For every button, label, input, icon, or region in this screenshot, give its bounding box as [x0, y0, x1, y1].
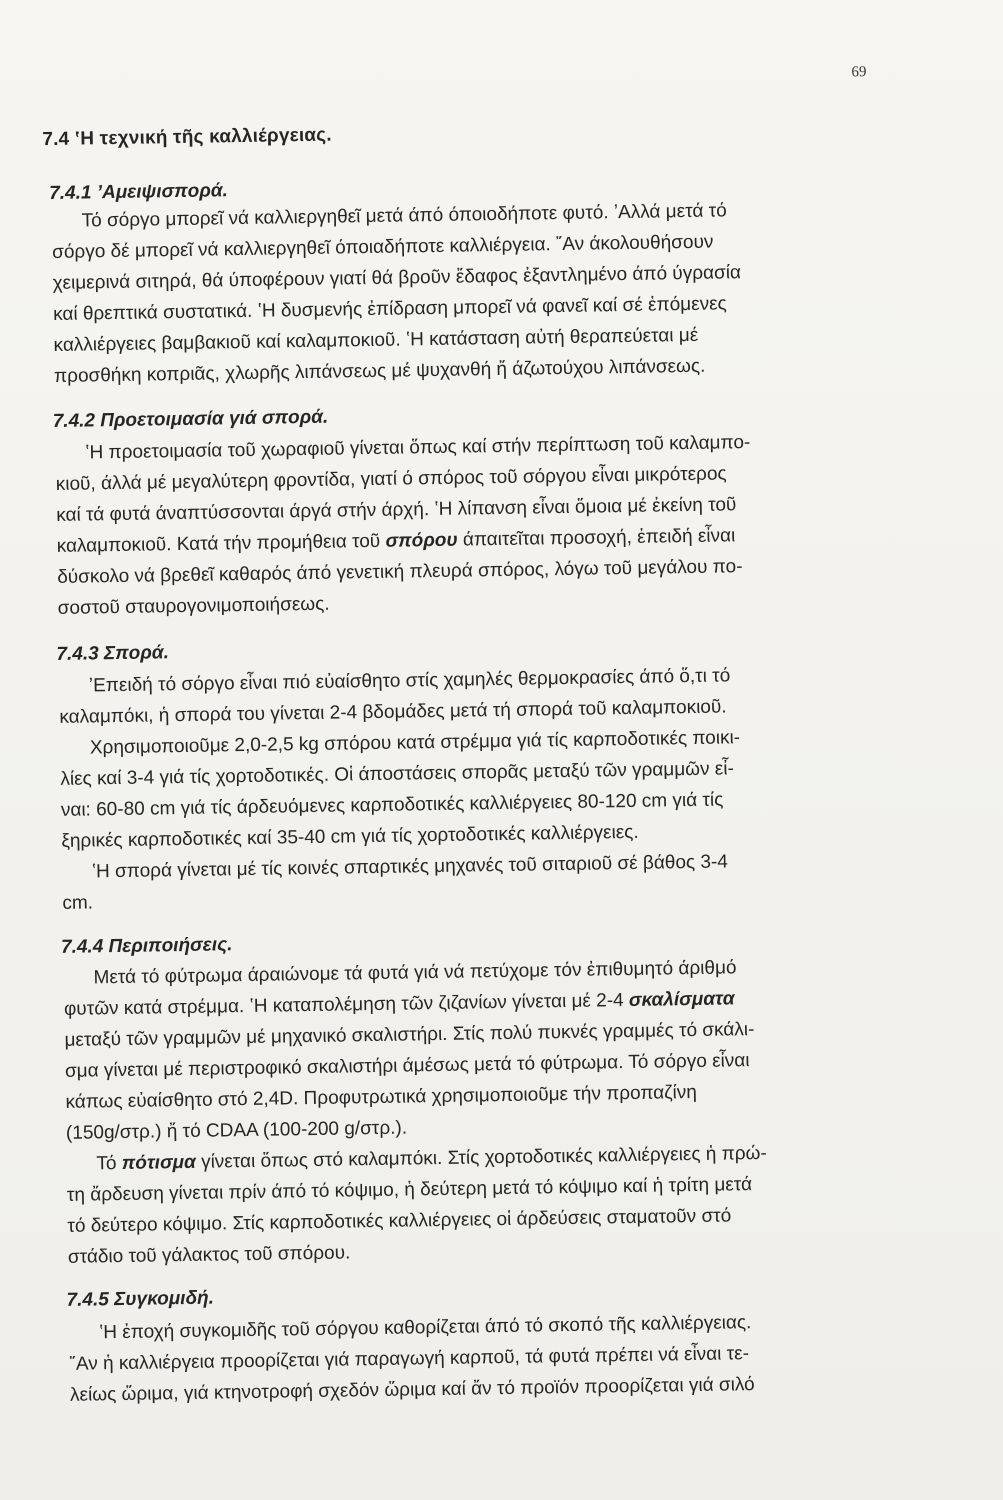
text-line: χειμερινά σιτηρά, θά ύποφέρουν γιατί θά βροῦν ἔδαφος ἐξαντλημένο άπό ύγρασία: [52, 262, 742, 294]
text-line: λείως ὥριμα, γιά κτηνοτροφή σχεδόν ὥριμα καί ἄν τό προϊόν προορίζεται γιά σιλό: [69, 1374, 755, 1406]
text-line: Χρησιμοποιοῦμε 2,0-2,5 kg σπόρου κατά στρέμμα γιά τίς καρποδοτικές ποικι-: [89, 727, 741, 759]
section-title-care: 7.4.4 Περιποιήσεις.: [60, 934, 233, 958]
text-line: κάπως εὐαίσθητο στό 2,4D. Προφυτρωτικά χρησιμοποιοῦμε τήν προπαζίνη: [65, 1081, 698, 1113]
text-line: ʽΗ ἐποχή συγκομιδῆς τοῦ σόργου καθορίζεται άπό τό σκοπό τῆς καλλιέργειας.: [98, 1312, 752, 1344]
text-line: σοστοῦ σταυρογονιμοποιήσεως.: [57, 593, 330, 619]
text-line: Τό σόργο μπορεῖ νά καλλιεργηθεῖ μετά άπό όποιοδήποτε φυτό. ʼΑλλά μετά τό: [81, 200, 727, 232]
text-line: τη ἄρδευση γίνεται πρίν άπό τό κόψιμο, ἡ δεύτερη μετά τό κόψιμο καί ἡ τρίτη μετά: [66, 1174, 753, 1206]
section-title-preparation: 7.4.2 Προετοιμασία γιά σπορά.: [52, 406, 329, 432]
text-line: σόργο δέ μπορεῖ νά καλλιεργηθεῖ όποιαδήποτε καλλιέργεια. ῎Αν άκολουθήσουν: [51, 231, 714, 263]
text-line: [57, 525, 736, 558]
text-line: ʽΗ σπορά γίνεται μέ τίς κοινές σπαρτικές μηχανές τοῦ σιταριοῦ σέ βάθος 3-4: [91, 851, 729, 883]
text-line: Μετά τό φύτρωμα άραιώνομε τά φυτά γιά νά πετύχομε τόν ἐπιθυμητό άριθμό: [93, 957, 737, 989]
text-line: cm.: [62, 892, 94, 914]
text-run: άπαιτεῖται προσοχή, ἐπειδή εἶναι: [457, 525, 736, 551]
bold-term-hoeings: σκαλίσματα: [628, 988, 735, 1012]
text-line: σμα γίνεται μέ περιστροφικό σκαλιστήρι άμέσως μετά τό φύτρωμα. Τό σόργο εἶναι: [64, 1050, 750, 1082]
text-line: προσθήκη κοπριᾶς, χλωρῆς λιπάνσεως μέ ψυχανθή ἤ άζωτούχου λιπάνσεως.: [53, 355, 706, 387]
section-title-crop-rotation: 7.4.1 ʼΑμειψισπορά.: [49, 180, 228, 205]
text-line: [64, 988, 735, 1021]
page-number: 69: [851, 64, 867, 81]
text-line: καί θρεπτικά συστατικά. ʽΗ δυσμενής ἐπίδραση μπορεῖ νά φανεῖ καί σέ ἑπόμενες: [52, 293, 727, 325]
bold-term-seed: σπόρου: [385, 529, 458, 552]
text-line: τό δεύτερο κόψιμο. Στίς καρποδοτικές καλλιέργειες οἱ άρδεύσεις σταματοῦν στό: [67, 1205, 732, 1237]
chapter-heading: 7.4 ʽΗ τεχνική τῆς καλλιέργειας.: [42, 124, 332, 151]
text-line: ῎Αν ἡ καλλιέργεια προορίζεται γιά παραγωγή καρποῦ, τά φυτά πρέπει νά εἶναι τε-: [69, 1343, 750, 1375]
section-title-sowing: 7.4.3 Σπορά.: [56, 642, 170, 665]
section-title-harvest: 7.4.5 Συγκομιδή.: [66, 1287, 215, 1311]
text-line: λίες καί 3-4 γιά τίς χορτοδοτικές. Οἱ άποστάσεις σπορᾶς μεταξύ τῶν γραμμῶν εἶ-: [60, 758, 735, 790]
text-line: μεταξύ τῶν γραμμῶν μέ μηχανικό σκαλιστήρι. Στίς πολύ πυκνές γραμμές τό σκάλι-: [64, 1019, 755, 1051]
text-line: κιοῦ, άλλά μέ μεγαλύτερη φροντίδα, γιατί ό σπόρος τοῦ σόργου εἶναι μικρότερος: [55, 463, 727, 495]
text-line: [96, 1143, 767, 1176]
text-line: δύσκολο νά βρεθεῖ καθαρός άπό γενετική πλευρά σπόρος, λόγω τοῦ μεγάλου πο-: [57, 556, 743, 588]
text-run: καλαμποκιοῦ. Κατά τήν προμήθεια τοῦ: [56, 530, 386, 557]
text-line: καλαμπόκι, ἡ σπορά του γίνεται 2-4 βδομάδες μετά τή σπορά τοῦ καλαμποκιοῦ.: [59, 696, 727, 728]
text-line: (150g/στρ.) ἤ τό CDAA (100-200 g/στρ.).: [65, 1117, 408, 1144]
bold-term-watering: πότισμα: [121, 1151, 197, 1174]
text-line: ξηρικές καρποδοτικές καί 35-40 cm γιά τίς χορτοδοτικές καλλιέργειες.: [61, 821, 639, 852]
text-line: ʽΗ προετοιμασία τοῦ χωραφιοῦ γίνεται ὅπως καί στήν περίπτωση τοῦ καλαμπο-: [85, 432, 751, 464]
text-run: Τό: [96, 1152, 122, 1175]
text-run: γίνεται ὅπως στό καλαμπόκι. Στίς χορτοδοτικές καλλιέργειες ἡ πρώ-: [195, 1142, 767, 1173]
text-line: στάδιο τοῦ γάλακτος τοῦ σπόρου.: [67, 1242, 351, 1268]
text-line: ναι: 60-80 cm γιά τίς άρδευόμενες καρποδοτικές καλλιέργειες 80-120 cm γιά τίς: [60, 789, 724, 821]
text-run: φυτῶν κατά στρέμμα. ʽΗ καταπολέμηση τῶν ζιζανίων γίνεται μέ 2-4: [63, 990, 630, 1020]
text-line: ʼΕπειδή τό σόργο εἶναι πιό εὐαίσθητο στίς χαμηλές θερμοκρασίες άπό ὅ,τι τό: [88, 665, 731, 697]
text-line: καί τά φυτά άναπτύσσονται άργά στήν άρχή. ʽΗ λίπανση εἶναι ὅμοια μέ ἐκείνη τοῦ: [56, 494, 737, 526]
text-line: καλλιέργειες βαμβακιοῦ καί καλαμποκιοῦ. ʽΗ κατάσταση αὐτή θεραπεύεται μέ: [53, 324, 699, 356]
